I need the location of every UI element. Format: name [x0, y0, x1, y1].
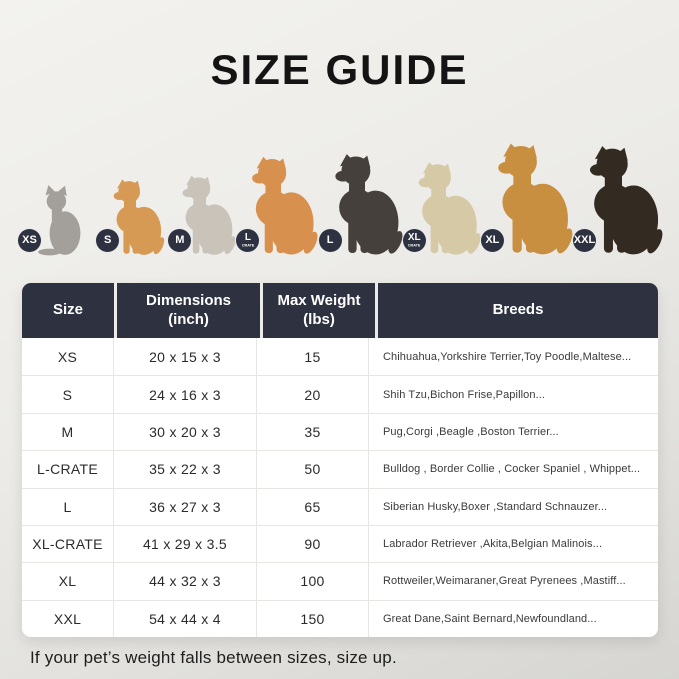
- cell-dimensions: 20 x 15 x 3: [114, 338, 257, 375]
- column-header-breeds-label: Breeds: [492, 301, 544, 319]
- size-badge-label: XXL: [573, 234, 596, 246]
- cell-breeds: Rottweiler,Weimaraner,Great Pyrenees ,Mastiff...: [383, 575, 626, 588]
- animal-labrador: [407, 138, 481, 256]
- size-table-body: [22, 338, 658, 637]
- column-header-max-weight-unit: (lbs): [303, 310, 335, 328]
- column-header-dimensions-unit: (inch): [168, 310, 209, 328]
- size-badge-label: L: [326, 234, 334, 246]
- size-table-header: [22, 283, 658, 338]
- column-header-max-weight: [263, 283, 375, 338]
- size-badge-label: M: [175, 234, 185, 246]
- cell-breeds: Siberian Husky,Boxer ,Standard Schnauzer...: [383, 500, 608, 513]
- column-header-size: [22, 283, 114, 338]
- column-header-max-weight-label: Max Weight: [277, 291, 361, 309]
- cell-dimensions: 44 x 32 x 3: [114, 563, 257, 599]
- size-badge-label: XL: [485, 234, 500, 246]
- cell-breeds: Great Dane,Saint Bernard,Newfoundland...: [383, 612, 597, 625]
- footer-note: If your pet’s weight falls between sizes, size up.: [30, 648, 397, 667]
- table-row-l-crate: [22, 450, 658, 487]
- animal-cat: [22, 176, 96, 256]
- cell-size: XS: [22, 338, 114, 375]
- cell-breeds: Bulldog , Border Collie , Cocker Spaniel , Whippet...: [383, 463, 641, 476]
- size-table: [22, 283, 658, 637]
- table-row-l: [22, 488, 658, 525]
- size-badge-sublabel: CRATE: [241, 244, 255, 248]
- table-row-xl-crate: [22, 525, 658, 562]
- size-badge-s: [95, 228, 120, 253]
- cell-max-weight: 90: [257, 526, 369, 562]
- table-row-xs: [22, 338, 658, 375]
- column-header-size-label: Size: [52, 301, 83, 319]
- page-title: SIZE GUIDE: [210, 46, 469, 93]
- animal-doberman: [573, 118, 663, 256]
- cell-max-weight: 35: [257, 414, 369, 450]
- cell-dimensions: 41 x 29 x 3.5: [114, 526, 257, 562]
- table-row-s: [22, 375, 658, 412]
- cell-size: S: [22, 376, 114, 412]
- size-badge-label: XL: [407, 232, 421, 243]
- cell-size: L: [22, 489, 114, 525]
- animal-pomeranian: [104, 176, 168, 256]
- size-badge-xl: [480, 228, 505, 253]
- cell-breeds: Labrador Retriever ,Akita,Belgian Malinois...: [383, 538, 603, 551]
- cell-max-weight: 65: [257, 489, 369, 525]
- table-row-m: [22, 413, 658, 450]
- size-badge-label: XS: [22, 234, 37, 246]
- cell-dimensions: 24 x 16 x 3: [114, 376, 257, 412]
- cell-breeds: Chihuahua,Yorkshire Terrier,Toy Poodle,Maltese...: [383, 350, 632, 363]
- cell-size: M: [22, 414, 114, 450]
- animal-french-bulldog: [176, 166, 236, 256]
- cell-size: L-CRATE: [22, 451, 114, 487]
- animal-golden-retriever: [485, 128, 573, 256]
- size-badge-sublabel: CRATE: [407, 244, 421, 248]
- size-badge-label: S: [103, 234, 112, 246]
- cell-size: XXL: [22, 601, 114, 637]
- cell-max-weight: 15: [257, 338, 369, 375]
- cell-breeds: Shih Tzu,Bichon Frise,Papillon...: [383, 388, 546, 401]
- cell-max-weight: 100: [257, 563, 369, 599]
- animal-shiba-inu: [241, 138, 318, 256]
- size-badge-xxl: [572, 228, 597, 253]
- size-badge-xl-crate: [402, 228, 427, 253]
- cell-max-weight: 20: [257, 376, 369, 412]
- size-badge-xs: [17, 228, 42, 253]
- cell-dimensions: 35 x 22 x 3: [114, 451, 257, 487]
- animal-lineup: [22, 116, 663, 256]
- animal-border-collie: [327, 144, 403, 256]
- size-badge-label: L: [244, 232, 251, 243]
- table-row-xxl: [22, 600, 658, 637]
- column-header-dimensions-label: Dimensions: [145, 291, 232, 309]
- column-header-breeds: [378, 283, 658, 338]
- cell-size: XL-CRATE: [22, 526, 114, 562]
- cell-max-weight: 150: [257, 601, 369, 637]
- cell-dimensions: 54 x 44 x 4: [114, 601, 257, 637]
- column-header-dimensions: [117, 283, 260, 338]
- cell-breeds: Pug,Corgi ,Beagle ,Boston Terrier...: [383, 425, 559, 438]
- table-row-xl: [22, 562, 658, 599]
- cell-max-weight: 50: [257, 451, 369, 487]
- cell-dimensions: 36 x 27 x 3: [114, 489, 257, 525]
- size-badge-l: [318, 228, 343, 253]
- cell-size: XL: [22, 563, 114, 599]
- cell-dimensions: 30 x 20 x 3: [114, 414, 257, 450]
